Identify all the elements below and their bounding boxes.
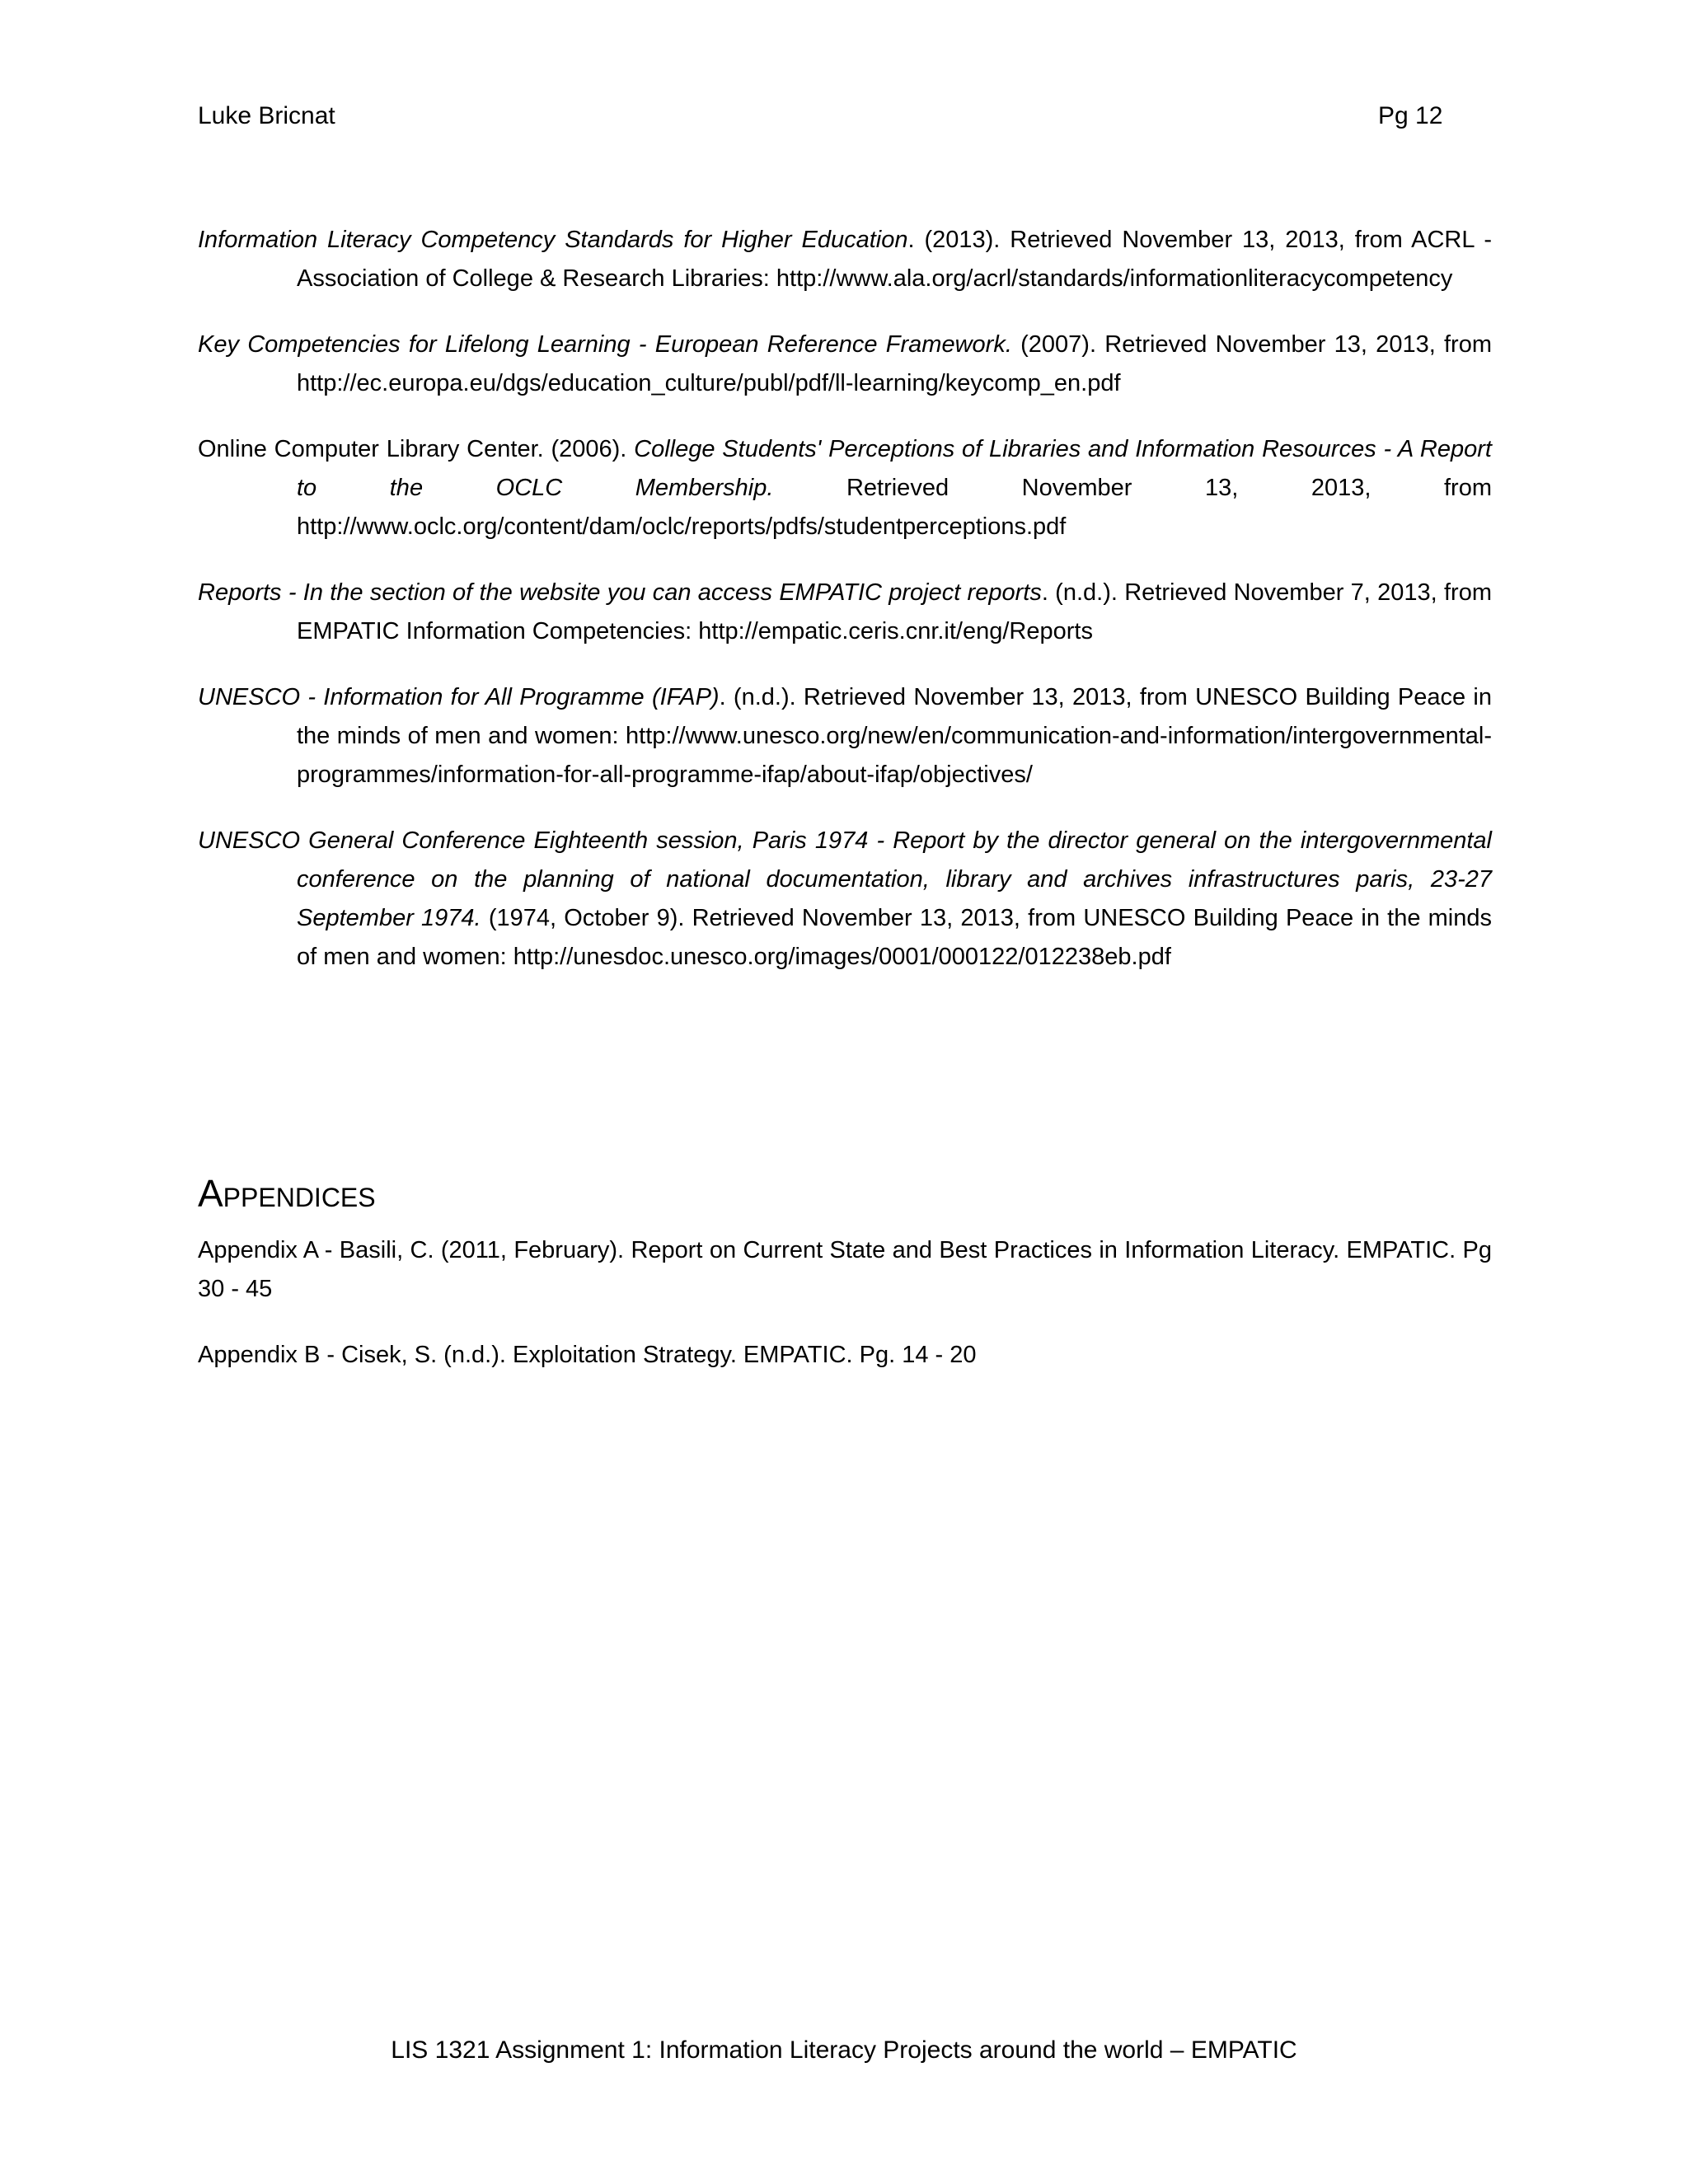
appendix-item: Appendix A - Basili, C. (2011, February). Report on Current State and Best Practices in Information Literacy. EMPATIC. Pg 30 - 45 (198, 1237, 1492, 1302)
reference-entry (198, 574, 1492, 651)
reference-details: . (n.d.). Retrieved November 13, 2013, from UNESCO Building Peace in the minds of men and women: http://www.unesco.org/new/en/communication-and-information/intergovernmental-programmes/information-for-all-programme-ifap/about-ifap/objectives/ (297, 684, 1492, 788)
page-footer: LIS 1321 Assignment 1: Information Literacy Projects around the world – EMPATIC (391, 2036, 1297, 2064)
reference-entry (198, 430, 1492, 546)
reference-details: Retrieved November 13, 2013, from http://www.oclc.org/content/dam/oclc/reports/pdfs/studentperceptions.pdf (297, 475, 1492, 540)
reference-entry (198, 326, 1492, 403)
reference-title: Reports - In the section of the website you can access EMPATIC project reports (198, 579, 1042, 606)
references-list (198, 221, 1492, 1004)
header-page-number: Pg 12 (1378, 102, 1443, 129)
reference-details: . (n.d.). Retrieved November 7, 2013, from EMPATIC Information Competencies: http://empatic.ceris.cnr.it/eng/Reports (297, 579, 1492, 644)
reference-entry (198, 221, 1492, 298)
appendices-list (198, 1231, 1492, 1402)
reference-details: . (2013). Retrieved November 13, 2013, from ACRL - Association of College & Research Libraries: http://www.ala.org/acrl/standards/informationliteracycompetency (297, 227, 1492, 292)
reference-title: College Students' Perceptions of Libraries and Information Resources - A Report to the OCLC Membership. (297, 436, 1492, 501)
reference-entry (198, 678, 1492, 794)
header-author: Luke Bricnat (198, 102, 335, 129)
reference-title: Key Competencies for Lifelong Learning - European Reference Framework. (198, 331, 1012, 358)
reference-entry (198, 822, 1492, 977)
appendices-heading: Appendices (198, 1172, 376, 1215)
reference-title: UNESCO General Conference Eighteenth session, Paris 1974 - Report by the director general on the intergovernmental conference on the planning of national documentation, library and archives infrastructures paris, 23-27 September 1974. (198, 827, 1492, 931)
reference-author: Online Computer Library Center. (2006). (198, 436, 635, 462)
appendix-item: Appendix B - Cisek, S. (n.d.). Exploitation Strategy. EMPATIC. Pg. 14 - 20 (198, 1342, 977, 1368)
reference-details: (2007). Retrieved November 13, 2013, from http://ec.europa.eu/dgs/education_culture/publ/pdf/ll-learning/keycomp_en.pdf (297, 331, 1492, 396)
reference-details: (1974, October 9). Retrieved November 13, 2013, from UNESCO Building Peace in the minds of men and women: http://unesdoc.unesco.org/images/0001/000122/012238eb.pdf (297, 905, 1493, 970)
reference-title: UNESCO - Information for All Programme (IFAP) (198, 684, 720, 710)
reference-title: Information Literacy Competency Standards for Higher Education (198, 227, 908, 253)
